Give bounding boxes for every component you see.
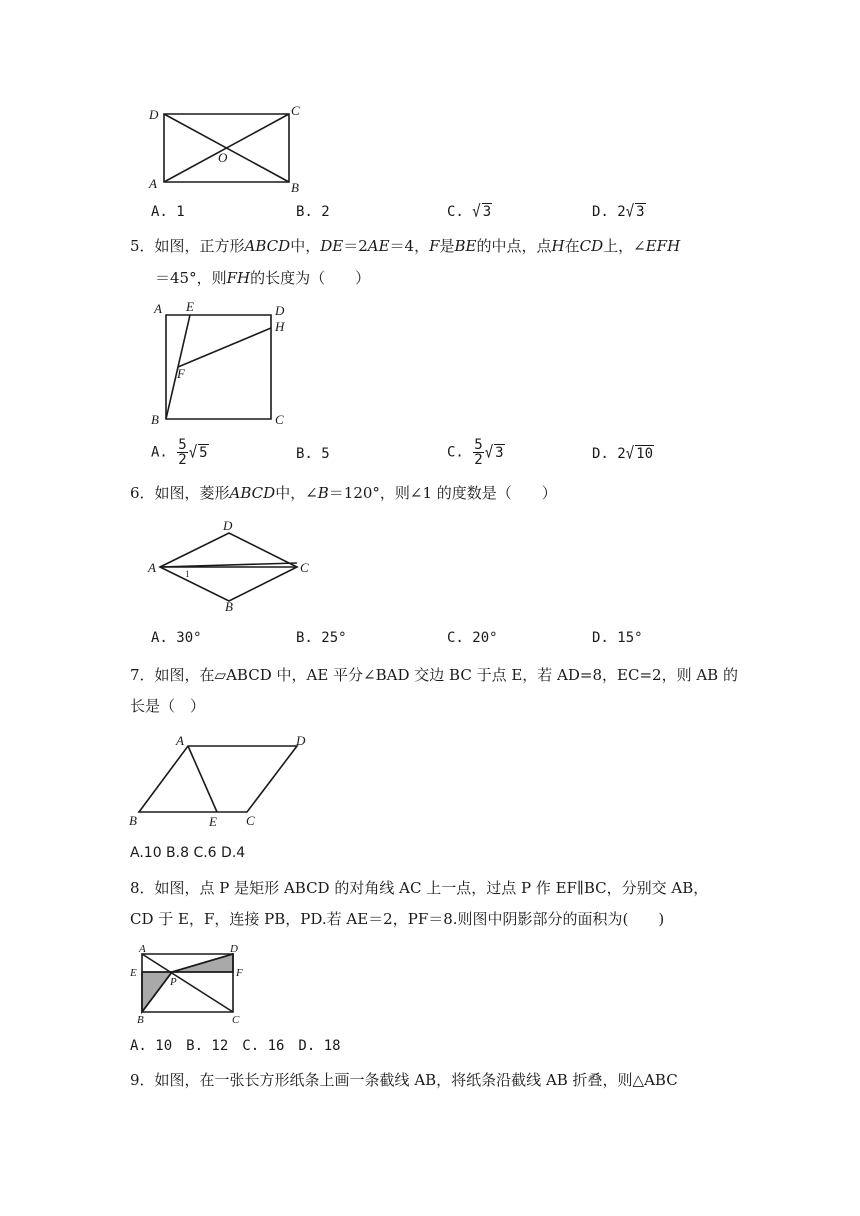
q5-option-a-fraction: $\frac{5}{2}$: [178, 437, 187, 468]
q5-option-a: A. $\frac{5}{2}$ √ 5: [151, 437, 208, 468]
q8-rectangle-figure: [128, 940, 258, 1026]
q6-option-a: A. 30°: [151, 630, 202, 646]
radical-icon: √: [625, 202, 635, 222]
q7-stem-line1: 7．如图，在▱ABCD 中，AE 平分∠BAD 交边 BC 于点 E，若 AD=8，EC=2，则 AB 的: [130, 666, 738, 684]
q6-label-angle-1: 1: [185, 569, 190, 579]
q8-label-p: P: [170, 976, 177, 988]
q6-stem: 6．如图，菱形ABCD中，∠B＝120°，则∠1 的度数是（ ）: [130, 484, 557, 502]
q4-label-d: D: [149, 107, 159, 122]
q4-label-a: A: [149, 176, 157, 191]
q6-rhombus-figure: [145, 515, 315, 615]
q8-stem-line1: 8．如图，点 P 是矩形 ABCD 的对角线 AC 上一点，过点 P 作 EF∥BC，分别交 AB，: [130, 879, 709, 897]
q7-parallelogram: [139, 746, 297, 812]
q9-stem-line1: 9．如图，在一张长方形纸条上画一条截线 AB，将纸条沿截线 AB 折叠，则△ABC: [130, 1071, 678, 1089]
q5-label-b: B: [151, 412, 159, 427]
q5-label-a: A: [154, 301, 162, 316]
q6-label-b: B: [225, 599, 233, 614]
q7-stem-line2: 长是（ ）: [130, 697, 206, 715]
q8-label-f: F: [236, 967, 243, 979]
q8-label-d: D: [230, 943, 238, 955]
q5-option-d: D. 2√ 10: [592, 444, 654, 464]
q4-option-d: [592, 202, 646, 222]
q4-option-d-radicand: 3: [636, 204, 645, 220]
q4-option-a: A. 1: [151, 204, 185, 220]
q5-label-e: E: [186, 299, 194, 314]
q5-label-h: H: [275, 319, 285, 334]
q4-label-c: C: [291, 103, 300, 118]
q5-stem-line1: 5．如图，正方形ABCD中，DE＝2AE＝4，F是BE的中点，点H在CD上，∠EFH: [130, 237, 681, 255]
q7-segment-ae: [188, 746, 217, 812]
q5-stem-line2: ＝45°，则FH的长度为（ ）: [155, 269, 371, 287]
q4-option-d-prefix: D. 2: [592, 204, 626, 220]
q6-option-b: B. 25°: [296, 630, 347, 646]
q8-label-e: E: [130, 967, 137, 979]
q7-label-a: A: [176, 733, 184, 748]
q5-segment-fh: [178, 328, 271, 367]
radical-icon: √: [484, 443, 494, 462]
q7-label-c: C: [246, 813, 255, 828]
q8-label-c: C: [232, 1014, 240, 1026]
q8-stem-line2: CD 于 E，F，连接 PB，PD.若 AE＝2，PF＝8.则图中阴影部分的面积为( ): [130, 910, 665, 928]
q5-option-c-fraction: $\frac{5}{2}$: [474, 437, 483, 468]
q7-label-e: E: [209, 814, 217, 829]
q5-label-f: F: [177, 366, 185, 381]
q4-rectangle-figure: [140, 100, 310, 200]
q5-label-c: C: [275, 412, 284, 427]
q6-label-d: D: [223, 518, 233, 533]
q6-option-d: D. 15°: [592, 630, 643, 646]
q7-parallelogram-figure: [125, 728, 325, 833]
q5-label-d: D: [275, 303, 285, 318]
radical-icon: √: [188, 443, 198, 462]
q4-option-c: [447, 202, 492, 222]
q7-label-b: B: [129, 813, 137, 828]
q4-label-b: B: [291, 180, 299, 195]
radical-icon: √: [625, 444, 635, 464]
q5-option-b: B. 5: [296, 446, 330, 462]
q4-option-b: B. 2: [296, 204, 330, 220]
q8-label-b: B: [137, 1014, 144, 1026]
q4-option-c-prefix: C.: [447, 204, 473, 220]
q5-square-figure: [145, 298, 300, 432]
q8-options: A. 10 B. 12 C. 16 D. 18: [130, 1038, 341, 1054]
radical-icon: √: [472, 202, 481, 222]
q6-label-a: A: [148, 560, 156, 575]
q6-label-c: C: [300, 560, 309, 575]
q4-option-c-radicand: 3: [482, 204, 492, 220]
q5-option-c: C. $\frac{5}{2}$ √ 3: [447, 437, 504, 468]
q7-label-d: D: [296, 733, 306, 748]
q4-label-o: O: [218, 150, 228, 165]
q7-options: A.10 B.8 C.6 D.4: [130, 845, 246, 861]
q6-option-c: C. 20°: [447, 630, 498, 646]
q8-label-a: A: [139, 943, 146, 955]
